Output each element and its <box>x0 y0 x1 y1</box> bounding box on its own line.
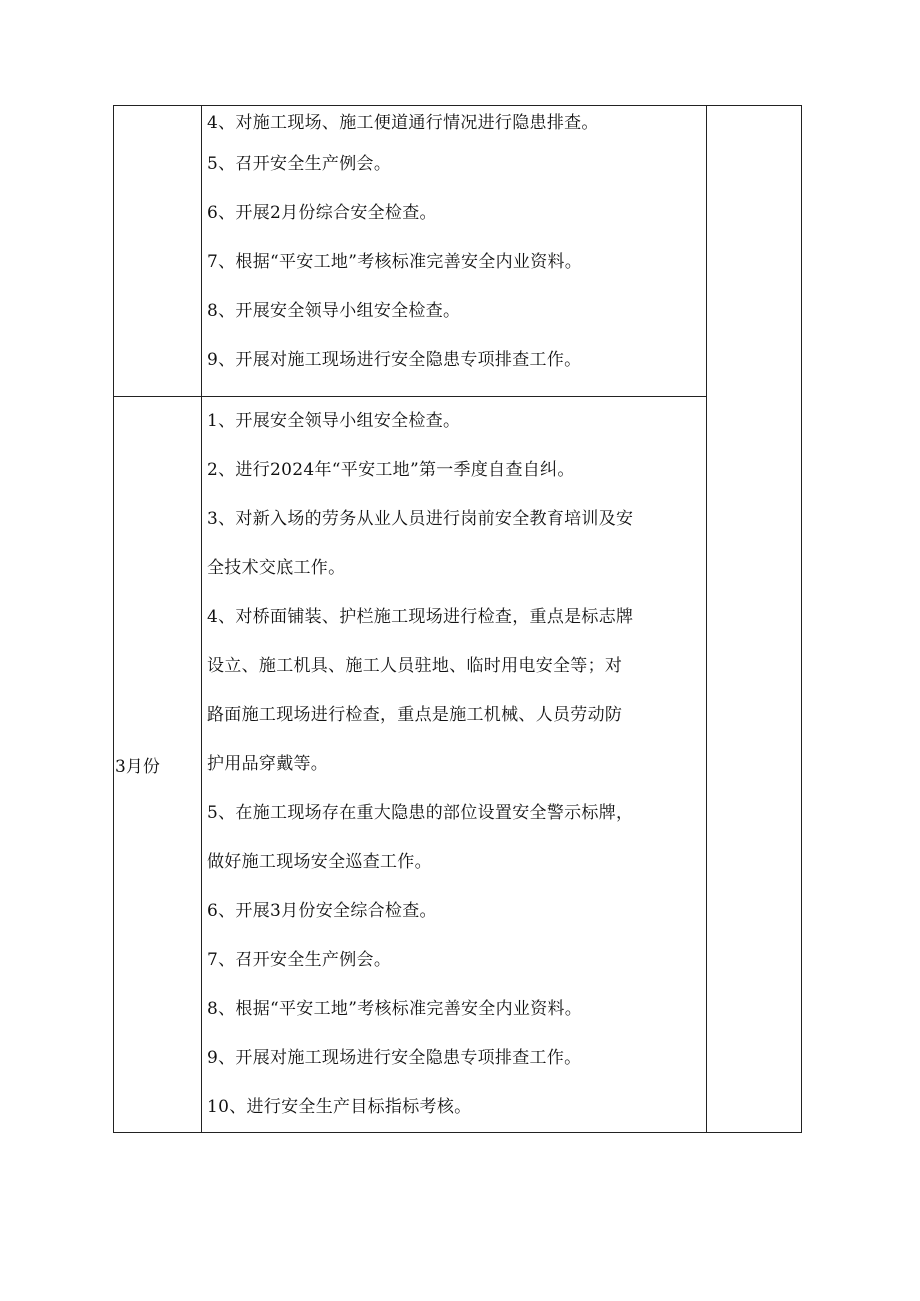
task-line: 7、根据“平安工地”考核标准完善安全内业资料。 <box>207 252 583 272</box>
task-line: 7、召开安全生产例会。 <box>207 950 392 970</box>
task-line: 护用品穿戴等。 <box>207 754 329 774</box>
task-line: 5、召开安全生产例会。 <box>207 154 392 174</box>
task-line: 3、对新入场的劳务从业人员进行岗前安全教育培训及安 <box>207 509 634 529</box>
task-line: 9、开展对施工现场进行安全隐患专项排查工作。 <box>207 1048 582 1068</box>
table-row <box>114 397 802 1133</box>
table-row <box>114 106 802 397</box>
task-list-cell <box>202 397 707 1133</box>
task-line: 1、开展安全领导小组安全检查。 <box>207 411 461 431</box>
task-line: 做好施工现场安全巡查工作。 <box>207 852 432 872</box>
task-line: 路面施工现场进行检查，重点是施工机械、人员劳动防 <box>207 705 623 725</box>
task-line: 6、开展3月份安全综合检查。 <box>207 901 437 921</box>
task-line: 5、在施工现场存在重大隐患的部位设置安全警示标牌， <box>207 803 634 823</box>
task-line: 设立、施工机具、施工人员驻地、临时用电安全等；对 <box>207 656 623 676</box>
remark-cell <box>707 106 802 1133</box>
month-cell <box>114 106 202 397</box>
task-list-cell <box>202 106 707 397</box>
task-line: 8、根据“平安工地”考核标准完善安全内业资料。 <box>207 999 583 1019</box>
task-line: 6、开展2月份综合安全检查。 <box>207 203 437 223</box>
task-line: 全技术交底工作。 <box>207 558 346 578</box>
task-line: 10、进行安全生产目标指标考核。 <box>207 1097 472 1117</box>
task-line: 4、对桥面铺装、护栏施工现场进行检查，重点是标志牌 <box>207 607 634 627</box>
safety-plan-table <box>113 105 802 1133</box>
month-cell: 3月份 <box>114 397 202 1133</box>
task-line: 4、对施工现场、施工便道通行情况进行隐患排查。 <box>207 113 599 133</box>
task-line: 2、进行2024年“平安工地”第一季度自查自纠。 <box>207 460 575 480</box>
task-line: 9、开展对施工现场进行安全隐患专项排查工作。 <box>207 350 582 370</box>
task-line: 8、开展安全领导小组安全检查。 <box>207 301 461 321</box>
